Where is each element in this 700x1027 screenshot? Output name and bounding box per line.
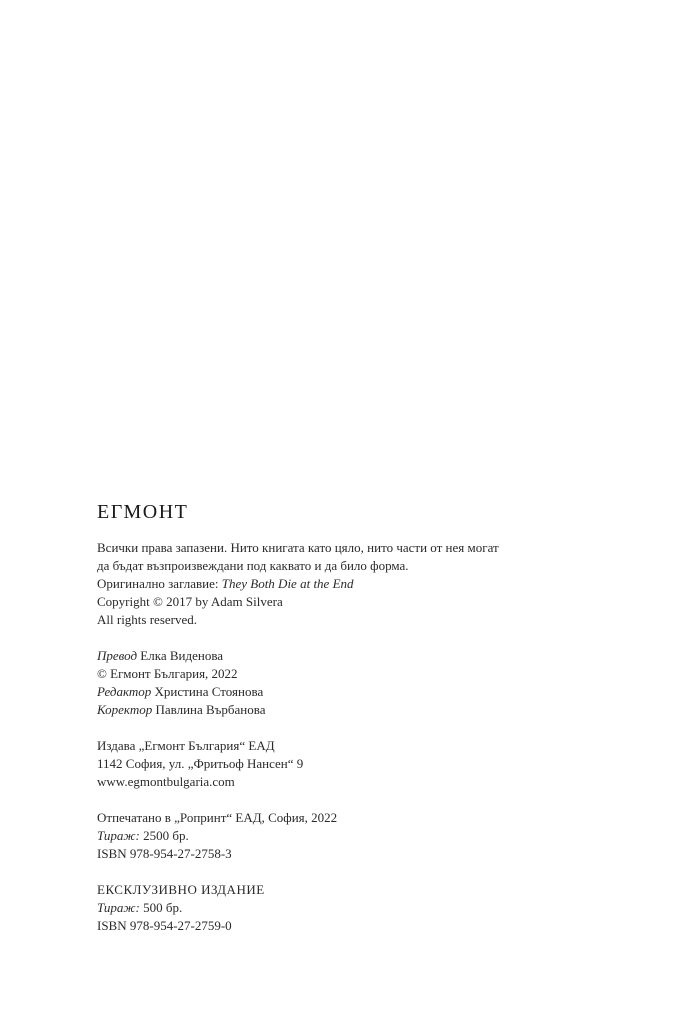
original-title: They Both Die at the End [221,576,354,591]
copyright-page [97,539,657,953]
publisher-logo: ЕГМОНТ [97,501,189,523]
proofreader-label: Коректор [97,702,153,717]
proofreader-line [97,701,657,719]
exclusive-run-line [97,899,657,917]
original-title-line [97,575,657,593]
exclusive-run-label: Тираж: [97,900,140,915]
proofreader-name: Павлина Върбанова [155,702,266,717]
print-run-line [97,827,657,845]
publisher-line-1: Издава „Егмонт България“ ЕАД [97,738,275,753]
rights-line-2: да бъдат възпроизвеждани под каквато и да било форма. [97,558,409,573]
translation-label: Превод [97,648,138,663]
translation-copyright: © Егмонт България, 2022 [97,666,238,681]
translator-name: Елка Виденова [140,648,224,663]
exclusive-block [97,881,657,935]
original-title-label: Оригинално заглавие: [97,576,219,591]
editor-line [97,683,657,701]
print-run-value: 2500 бр. [143,828,189,843]
exclusive-isbn-line: ISBN 978-954-27-2759-0 [97,918,232,933]
exclusive-title: ЕКСКЛУЗИВНО ИЗДАНИЕ [97,882,265,897]
rights-line-1: Всички права запазени. Нито книгата като цяло, нито части от нея могат [97,540,499,555]
editor-name: Христина Стоянова [154,684,264,699]
publisher-block [97,737,657,791]
translator-line [97,647,657,665]
credits-block [97,647,657,719]
exclusive-run-value: 500 бр. [143,900,183,915]
publisher-website[interactable]: www.egmontbulgaria.com [97,774,235,789]
print-block [97,809,657,863]
isbn-line: ISBN 978-954-27-2758-3 [97,846,232,861]
rights-block [97,539,657,629]
all-rights-line: All rights reserved. [97,612,198,627]
copyright-line: Copyright © 2017 by Adam Silvera [97,594,283,609]
publisher-address: 1142 София, ул. „Фритьоф Нансен“ 9 [97,756,304,771]
printed-line: Отпечатано в „Ропринт“ ЕАД, София, 2022 [97,810,338,825]
print-run-label: Тираж: [97,828,140,843]
editor-label: Редактор [97,684,152,699]
